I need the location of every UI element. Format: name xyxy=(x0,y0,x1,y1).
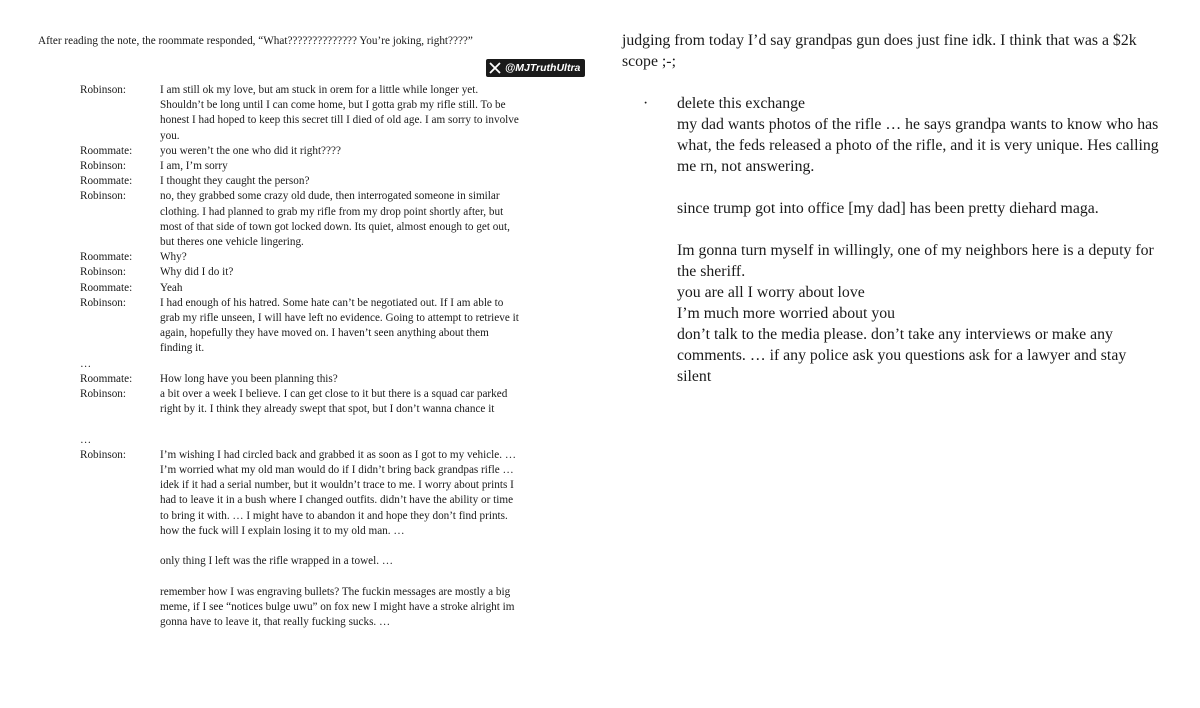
transcript-line xyxy=(80,296,520,357)
speaker: Robinson: xyxy=(80,160,127,173)
message: I am still ok my love, but am stuck in orem for a little while longer yet. Shouldn’t be long until I can come home, but I gotta grab my rifle still. To be honest I had hoped to keep this secret till I died of old age. I am sorry to involve you. xyxy=(160,84,519,142)
transcript-line xyxy=(80,189,520,250)
message: remember how I was engraving bullets? The fuckin messages are mostly a big meme, if I see “notices bulge uwu” on fox new I might have a stroke alright im gonna have to leave it, that really fucking sucks. … xyxy=(160,585,515,629)
message: I had enough of his hatred. Some hate can’t be negotiated out. If I am able to grab my rifle unseen, I will have left no evidence. Going to attempt to retrieve it again, hopefully they have moved on. I haven’t seen anything about them finding it. xyxy=(160,296,519,355)
omission-marker xyxy=(80,433,520,448)
speaker: … xyxy=(80,357,92,370)
transcript-line xyxy=(80,265,520,280)
speaker: Roommate: xyxy=(80,175,133,188)
transcript-line xyxy=(80,448,520,539)
transcript-line xyxy=(80,554,520,569)
message: Yeah xyxy=(160,281,183,294)
transcript-line xyxy=(80,83,520,144)
message-line: you are all I worry about love xyxy=(677,284,865,301)
message: How long have you been planning this? xyxy=(160,372,338,385)
message: I thought they caught the person? xyxy=(160,175,310,188)
message-paragraph: since trump got into office [my dad] has been pretty diehard maga. xyxy=(677,200,1099,217)
speaker: Roommate: xyxy=(80,251,133,264)
message xyxy=(160,357,520,372)
message: a bit over a week I believe. I can get close to it but there is a squad car parked right by it. I think they already swept that spot, but I don’t wanna chance it xyxy=(160,388,508,416)
speaker: Robinson: xyxy=(80,296,127,309)
right-messages xyxy=(643,93,1162,387)
transcript-line xyxy=(80,387,520,417)
message: Why did I do it? xyxy=(160,266,234,279)
right-page xyxy=(622,30,1162,387)
transcript-line xyxy=(80,372,520,387)
message-paragraph: Im gonna turn myself in willingly, one of my neighbors here is a deputy for the sheriff. xyxy=(677,242,1154,280)
speaker: Robinson: xyxy=(80,448,127,461)
message-line: I’m much more worried about you xyxy=(677,305,896,322)
transcript-line xyxy=(80,585,520,631)
bullet-mark: · xyxy=(643,95,649,112)
message-paragraph: don’t talk to the media please. don’t take any interviews or make any comments. … if any police ask you questions ask for a lawyer and stay silent xyxy=(677,326,1127,385)
x-logo-icon xyxy=(489,62,501,74)
speaker: Roommate: xyxy=(80,372,133,385)
speaker xyxy=(80,585,160,631)
speaker: Robinson: xyxy=(80,266,127,279)
omission-marker xyxy=(80,357,520,372)
message-line: delete this exchange xyxy=(677,95,806,112)
speaker: Robinson: xyxy=(80,84,127,96)
right-intro-text: judging from today I’d say grandpas gun does just fine idk. I think that was a $2k scope ;-; xyxy=(622,32,1137,70)
transcript xyxy=(80,83,520,630)
message-paragraph: my dad wants photos of the rifle … he says grandpa wants to know who has what, the feds released a photo of the rifle, and it is very unique. Hes calling me rn, not answering. xyxy=(677,116,1159,175)
message: I’m wishing I had circled back and grabbed it as soon as I got to my vehicle. … I’m worried what my old man would do if I didn’t bring back grandpas rifle … idek if it had a serial number, but it wouldn’t trace to me. I worry about prints I had to leave it in a bush where I changed outfits. didn’t have the ability or time to bring it with. … I might have to abandon it and hope they don’t find prints. how the fuck will I explain losing it to my old man. … xyxy=(160,448,517,537)
speaker: Robinson: xyxy=(80,388,127,401)
transcript-line xyxy=(80,159,520,174)
speaker xyxy=(80,554,160,569)
watermark xyxy=(486,59,585,77)
transcript-line xyxy=(80,281,520,296)
transcript-line xyxy=(80,144,520,159)
message: Why? xyxy=(160,251,187,264)
intro-text: After reading the note, the roommate responded, “What?????????????? You’re joking, right????” xyxy=(38,35,473,47)
message xyxy=(160,433,520,448)
message: you weren’t the one who did it right???? xyxy=(160,144,341,157)
speaker: Roommate: xyxy=(80,281,133,294)
message: no, they grabbed some crazy old dude, then interrogated someone in similar clothing. I had planned to grab my rifle from my drop point shortly after, but most of that side of town got locked down. Its quiet, almost enough to get out, but theres one vehicle lingering. xyxy=(160,190,510,249)
message: I am, I’m sorry xyxy=(160,160,228,173)
message: only thing I left was the rifle wrapped in a towel. … xyxy=(160,555,394,568)
transcript-line xyxy=(80,174,520,189)
speaker: … xyxy=(80,433,92,446)
watermark-handle: @MJTruthUltra xyxy=(505,62,581,74)
transcript-line xyxy=(80,250,520,265)
speaker: Roommate: xyxy=(80,144,133,157)
speaker: Robinson: xyxy=(80,190,127,203)
